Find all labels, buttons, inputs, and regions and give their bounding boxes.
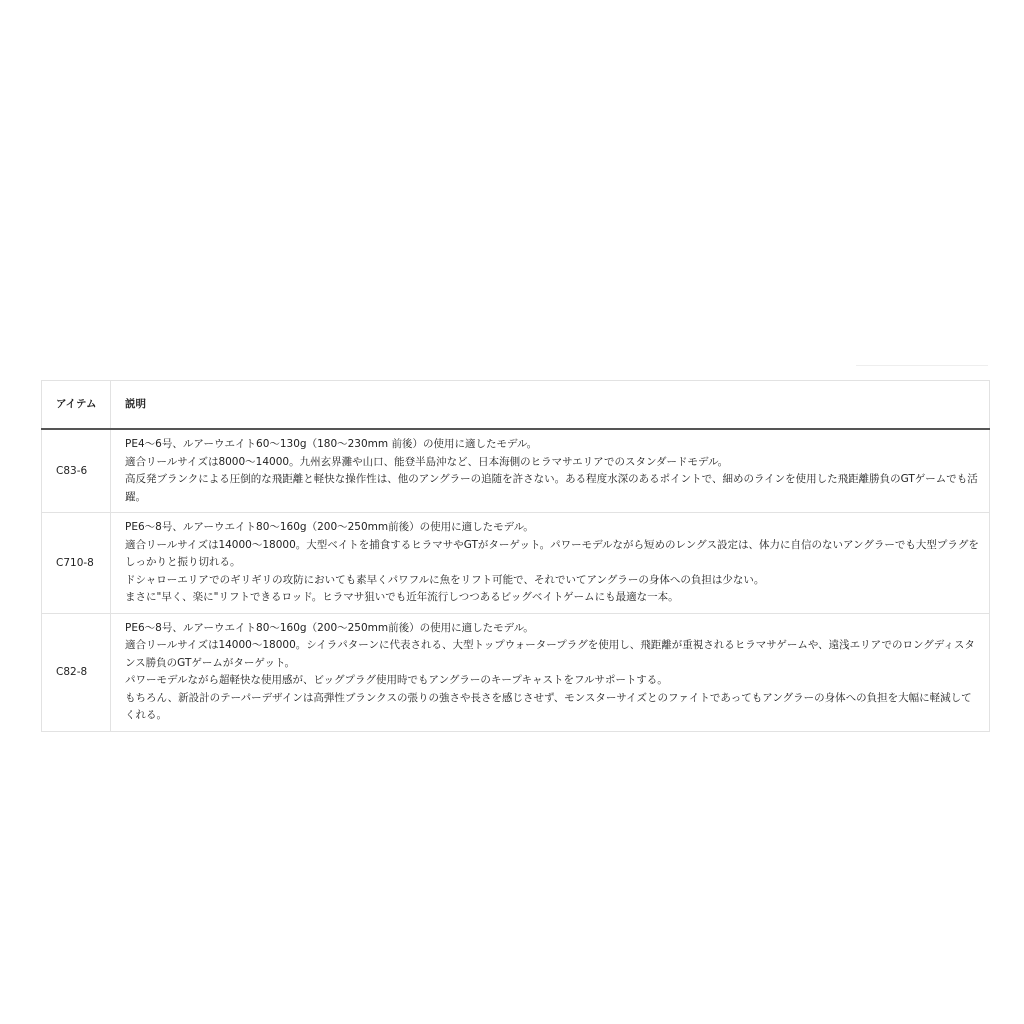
description-line: PE6〜8号、ルアーウエイト80〜160g（200〜250mm前後）の使用に適したモデル。 <box>125 621 534 634</box>
table-header-row <box>42 381 990 430</box>
item-code: C82-8 <box>42 613 111 731</box>
item-code: C83-6 <box>42 429 111 513</box>
description-line: 高反発ブランクによる圧倒的な飛距離と軽快な操作性は、他のアングラーの追随を許さない。ある程度水深のあるポイントで、細めのラインを使用した飛距離勝負のGTゲームでも活躍。 <box>125 473 978 503</box>
table-row <box>42 429 990 513</box>
item-description <box>111 513 990 614</box>
item-description <box>111 613 990 731</box>
description-line: パワーモデルながら超軽快な使用感が、ビッグプラグ使用時でもアングラーのキープキャストをフルサポートする。 <box>125 674 668 686</box>
description-line: まさに"早く、楽に"リフトできるロッド。ヒラマサ狙いでも近年流行しつつあるビッグベイトゲームにも最適な一本。 <box>125 591 679 603</box>
description-line: 適合リールサイズは14000〜18000。シイラパターンに代表される、大型トップウォータープラグを使用し、飛距離が重視されるヒラマサゲームや、遠浅エリアでのロングディスタンス勝負のGTゲームがターゲット。 <box>125 639 975 669</box>
item-description <box>111 429 990 513</box>
description-line: 適合リールサイズは14000〜18000。大型ベイトを捕食するヒラマサやGTがターゲット。パワーモデルながら短めのレングス設定は、体力に自信のないアングラーでも大型プラグをしっかりと振り切れる。 <box>125 538 979 568</box>
divider-line <box>856 365 988 366</box>
description-line: PE6〜8号、ルアーウエイト80〜160g（200〜250mm前後）の使用に適したモデル。 <box>125 521 534 533</box>
column-header-description: 説明 <box>111 381 990 430</box>
description-line: ドシャローエリアでのギリギリの攻防においても素早くパワフルに魚をリフト可能で、それでいてアングラーの身体への負担は少ない。 <box>125 573 765 586</box>
description-line: PE4〜6号、ルアーウエイト60〜130g（180〜230mm 前後）の使用に適したモデル。 <box>125 438 538 450</box>
description-line: 適合リールサイズは8000〜14000。九州玄界灘や山口、能登半島沖など、日本海側のヒラマサエリアでのスタンダードモデル。 <box>125 455 729 468</box>
description-line: もちろん、新設計のテーパーデザインは高弾性ブランクスの張りの強さや長さを感じさせず、モンスターサイズとのファイトであってもアングラーの身体への負担を大幅に軽減してくれる。 <box>125 691 972 721</box>
table-row <box>42 613 990 731</box>
column-header-item: アイテム <box>42 381 111 430</box>
item-code: C710-8 <box>42 513 111 614</box>
table-row <box>42 513 990 614</box>
product-spec-table <box>41 380 990 732</box>
